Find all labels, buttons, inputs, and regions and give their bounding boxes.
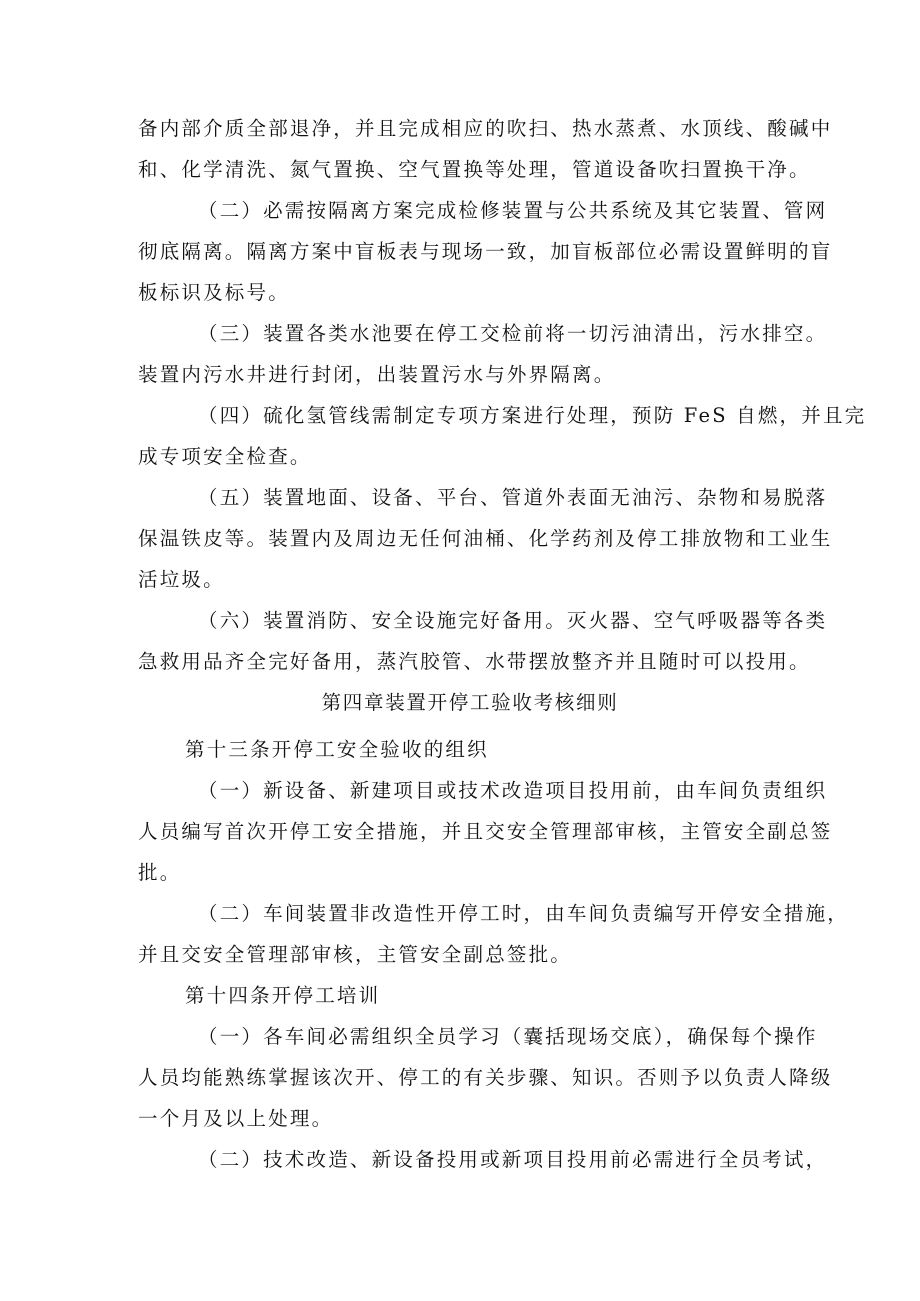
text-line: 装置内污水井进行封闭，出装置污水与外界隔离。 <box>138 363 616 386</box>
document-body <box>138 108 867 1180</box>
text-line: 人员均能熟练掌握该次开、停工的有关步骤、知识。否则予以负责人降级 <box>138 1066 833 1089</box>
paragraph-start: （二）车间装置非改造性开停工时，由车间负责编写开停安全措施， <box>198 902 850 925</box>
text-line: 成专项安全检查。 <box>138 445 312 468</box>
paragraph-start: （一）各车间必需组织全员学习（囊括现场交底），确保每个操作 <box>198 1025 818 1048</box>
text-line: 备内部介质全部退净，并且完成相应的吹扫、热水蒸煮、水顶线、酸碱中 <box>138 117 833 140</box>
paragraph-start: （六）装置消防、安全设施完好备用。灭火器、空气呼吸器等各类 <box>198 609 828 632</box>
text-line: 活垃圾。 <box>138 568 225 591</box>
text-line: 一个月及以上处理。 <box>138 1107 334 1130</box>
text-line: 急救用品齐全完好备用，蒸汽胶管、水带摆放整齐并且随时可以投用。 <box>138 650 811 673</box>
paragraph-start: （一）新设备、新建项目或技术改造项目投用前，由车间负责组织 <box>198 779 828 802</box>
paragraph-start: （二）技术改造、新设备投用或新项目投用前必需进行全员考试， <box>198 1148 828 1171</box>
text-line: 板标识及标号。 <box>138 281 290 304</box>
text-line: 并且交安全管理部审核，主管安全副总签批。 <box>138 943 573 966</box>
paragraph-start: （三）装置各类水池要在停工交检前将一切污油清出，污水排空。 <box>198 322 828 345</box>
text-line: 彻底隔离。隔离方案中盲板表与现场一致，加盲板部位必需设置鲜明的盲 <box>138 240 833 263</box>
chapter-heading: 第四章装置开停工验收考核细则 <box>321 691 619 714</box>
paragraph-start: （五）装置地面、设备、平台、管道外表面无油污、杂物和易脱落 <box>198 486 828 509</box>
text-line: 人员编写首次开停工安全措施，并且交安全管理部审核，主管安全副总签 <box>138 820 833 843</box>
text-line: 和、化学清洗、氮气置换、空气置换等处理，管道设备吹扫置换干净。 <box>138 158 811 181</box>
paragraph-start: （二）必需按隔离方案完成检修装置与公共系统及其它装置、管网 <box>198 199 828 222</box>
text-line: 批。 <box>138 861 182 884</box>
article-heading: 第十四条开停工培训 <box>185 984 381 1007</box>
paragraph-start: （四）硫化氢管线需制定专项方案进行处理，预防 FeS 自燃，并且完 <box>198 404 867 427</box>
text-line: 保温铁皮等。装置内及周边无任何油桶、化学药剂及停工排放物和工业生 <box>138 527 833 550</box>
article-heading: 第十三条开停工安全验收的组织 <box>185 738 489 761</box>
